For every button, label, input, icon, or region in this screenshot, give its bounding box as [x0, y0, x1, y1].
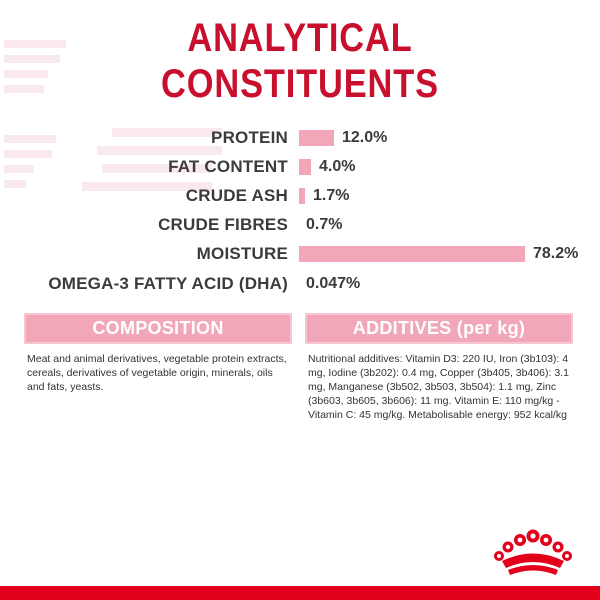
additives-text: Nutritional additives: Vitamin D3: 220 IU, Iron (3b103): 4 mg, Iodine (3b202): 0.4 mg, Copper (3b405, 3b406): 3.1 mg, Manganese (3b502, 3b503, 3b504): 1.1 mg, Zinc (3b603, 3b605, 3b606): 11 mg. Vitamin E: 110 mg/kg - Vitamin C: 45 mg/kg. Metabolisable energy: 952 kcal/kg: [308, 353, 569, 421]
chart-row: [0, 156, 600, 178]
value-label: 0.7%: [306, 216, 343, 233]
category-label: OMEGA-3 FATTY ACID (DHA): [48, 274, 288, 293]
title-line-1: ANALYTICAL: [187, 16, 413, 60]
additives-heading: ADDITIVES (per kg): [305, 313, 573, 344]
value-label: 78.2%: [533, 245, 579, 262]
royal-crown-logo-icon: [492, 528, 574, 578]
bar: [299, 130, 334, 146]
chart-row: [0, 273, 600, 295]
value-label: 0.047%: [306, 275, 361, 292]
value-label: 1.7%: [313, 187, 350, 204]
category-label: CRUDE FIBRES: [158, 215, 288, 234]
category-label: PROTEIN: [211, 128, 288, 147]
composition-text: Meat and animal derivatives, vegetable protein extracts, cereals, derivatives of vegetable origin, minerals, oils and fats, yeasts.: [27, 353, 287, 393]
value-label: 12.0%: [342, 129, 388, 146]
chart-row: [0, 214, 600, 236]
footer-brand-bar: [0, 586, 600, 600]
chart-row: [0, 243, 600, 265]
category-label: MOISTURE: [196, 244, 288, 263]
value-label: 4.0%: [319, 158, 356, 175]
chart-row: [0, 185, 600, 207]
bar: [299, 188, 305, 204]
bar: [299, 246, 525, 262]
category-label: FAT CONTENT: [168, 157, 288, 176]
bar: [299, 159, 311, 175]
category-label: CRUDE ASH: [185, 186, 288, 205]
composition-heading: COMPOSITION: [24, 313, 292, 344]
chart-row: [0, 127, 600, 149]
title-line-2: CONSTITUENTS: [161, 62, 439, 106]
